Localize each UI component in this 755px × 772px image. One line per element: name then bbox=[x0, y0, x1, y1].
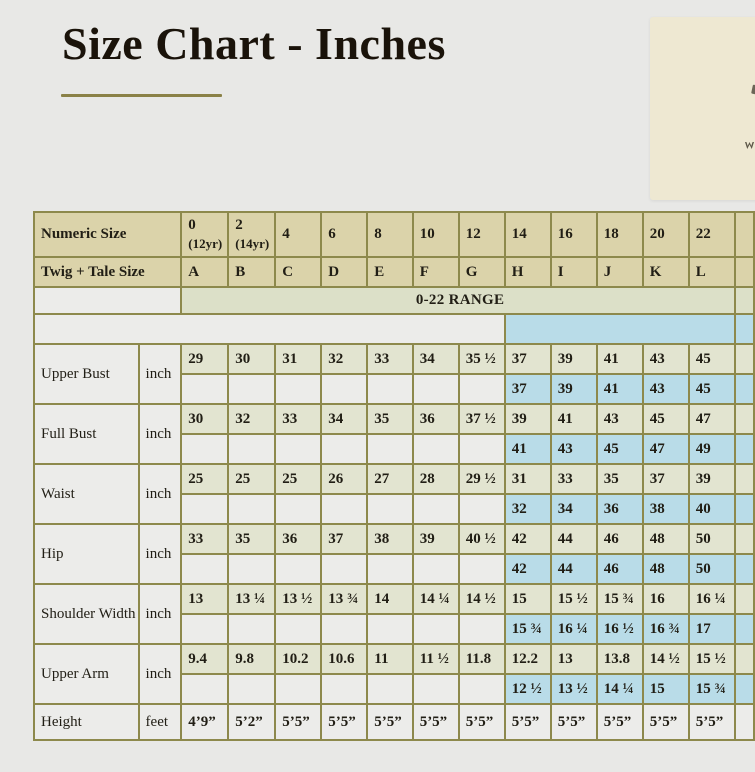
extended-range-band-row bbox=[34, 314, 754, 344]
numeric-size-cell: 2 (14yr) bbox=[228, 212, 275, 257]
extended-size-value-cell: 45 bbox=[597, 434, 643, 464]
size-value-cell: 44 bbox=[551, 524, 597, 554]
size-value-cell: 9.4 bbox=[181, 644, 228, 674]
size-value-cell: 15 ¾ bbox=[597, 584, 643, 614]
empty-cell bbox=[413, 674, 459, 704]
size-value-cell: 11 ½ bbox=[413, 644, 459, 674]
clipped-column-cell bbox=[735, 344, 754, 374]
brand-size-cell: A bbox=[181, 257, 228, 287]
size-value-cell: 39 bbox=[689, 464, 735, 494]
numeric-size-cell: 16 bbox=[551, 212, 597, 257]
numeric-size-cell: 20 bbox=[643, 212, 689, 257]
empty-cell bbox=[275, 434, 321, 464]
empty-cell bbox=[228, 554, 275, 584]
size-value-cell: 35 ½ bbox=[459, 344, 505, 374]
size-value-cell: 14 bbox=[367, 584, 412, 614]
size-value-cell: 16 bbox=[643, 584, 689, 614]
empty-cell bbox=[413, 434, 459, 464]
empty-cell bbox=[228, 494, 275, 524]
brand-size-cell: K bbox=[643, 257, 689, 287]
extended-size-value-cell: 44 bbox=[551, 554, 597, 584]
size-value-cell: 5’5” bbox=[643, 704, 689, 740]
size-value-cell: 42 bbox=[505, 524, 551, 554]
numeric-size-row bbox=[34, 212, 754, 257]
empty-cell bbox=[413, 554, 459, 584]
extended-size-value-cell: 38 bbox=[643, 494, 689, 524]
clipped-column-cell bbox=[735, 554, 754, 584]
size-value-cell: 37 bbox=[643, 464, 689, 494]
measurement-label: Waist bbox=[34, 464, 139, 524]
brand-size-cell: F bbox=[413, 257, 459, 287]
size-value-cell: 27 bbox=[367, 464, 412, 494]
extended-size-value-cell: 36 bbox=[597, 494, 643, 524]
empty-cell bbox=[321, 494, 367, 524]
empty-cell bbox=[459, 614, 505, 644]
size-value-cell: 41 bbox=[551, 404, 597, 434]
unit-label: inch bbox=[139, 584, 182, 644]
unit-label: inch bbox=[139, 644, 182, 704]
size-value-cell: 13 ¾ bbox=[321, 584, 367, 614]
numeric-size-cell: 22 bbox=[689, 212, 735, 257]
size-value-cell: 5’5” bbox=[505, 704, 551, 740]
measurement-row-height bbox=[34, 704, 754, 740]
empty-cell bbox=[459, 494, 505, 524]
brand-size-cell: D bbox=[321, 257, 367, 287]
size-value-cell: 30 bbox=[228, 344, 275, 374]
brand-size-cell: I bbox=[551, 257, 597, 287]
size-value-cell: 15 bbox=[505, 584, 551, 614]
size-value-cell: 48 bbox=[643, 524, 689, 554]
size-value-cell: 31 bbox=[505, 464, 551, 494]
extended-size-value-cell: 15 ¾ bbox=[689, 674, 735, 704]
empty-cell bbox=[275, 554, 321, 584]
empty-cell bbox=[181, 614, 228, 644]
size-value-cell: 5’5” bbox=[597, 704, 643, 740]
size-value-cell: 39 bbox=[505, 404, 551, 434]
size-value-cell: 45 bbox=[689, 344, 735, 374]
extended-size-value-cell: 42 bbox=[505, 554, 551, 584]
size-value-cell: 35 bbox=[367, 404, 412, 434]
extended-size-value-cell: 43 bbox=[643, 374, 689, 404]
size-value-cell: 29 bbox=[181, 344, 228, 374]
clipped-column-cell bbox=[735, 404, 754, 434]
extended-size-value-cell: 41 bbox=[597, 374, 643, 404]
size-value-cell: 5’5” bbox=[413, 704, 459, 740]
cutoff-text-mark bbox=[751, 85, 755, 95]
size-value-cell: 28 bbox=[413, 464, 459, 494]
empty-cell bbox=[181, 374, 228, 404]
size-value-cell: 5’2” bbox=[228, 704, 275, 740]
size-value-cell: 4’9” bbox=[181, 704, 228, 740]
size-value-cell: 33 bbox=[551, 464, 597, 494]
size-value-cell: 41 bbox=[597, 344, 643, 374]
measurement-label: Upper Arm bbox=[34, 644, 139, 704]
range-label: 0-22 RANGE bbox=[181, 287, 735, 314]
unit-label: feet bbox=[139, 704, 182, 740]
size-value-cell: 33 bbox=[275, 404, 321, 434]
size-value-cell: 30 bbox=[181, 404, 228, 434]
numeric-size-cell: 0 (12yr) bbox=[181, 212, 228, 257]
size-value-cell: 13 bbox=[551, 644, 597, 674]
size-value-cell: 13 ½ bbox=[275, 584, 321, 614]
measurement-label: Shoulder Width bbox=[34, 584, 139, 644]
extended-size-value-cell: 40 bbox=[689, 494, 735, 524]
empty-cell bbox=[181, 674, 228, 704]
extended-size-value-cell: 13 ½ bbox=[551, 674, 597, 704]
extended-size-value-cell: 49 bbox=[689, 434, 735, 464]
brand-size-row bbox=[34, 257, 754, 287]
size-value-cell: 5’5” bbox=[275, 704, 321, 740]
size-value-cell: 5’5” bbox=[321, 704, 367, 740]
empty-cell bbox=[367, 494, 412, 524]
size-value-cell: 25 bbox=[275, 464, 321, 494]
size-value-cell: 47 bbox=[689, 404, 735, 434]
empty-cell bbox=[321, 614, 367, 644]
size-value-cell: 38 bbox=[367, 524, 412, 554]
clipped-column-cell bbox=[735, 614, 754, 644]
size-value-cell: 43 bbox=[643, 344, 689, 374]
empty-cell bbox=[321, 434, 367, 464]
measurement-row-upper-arm bbox=[34, 644, 754, 674]
size-value-cell: 5’5” bbox=[551, 704, 597, 740]
extended-size-value-cell: 45 bbox=[689, 374, 735, 404]
size-value-cell: 34 bbox=[413, 344, 459, 374]
extended-size-value-cell: 15 ¾ bbox=[505, 614, 551, 644]
empty-cell bbox=[275, 374, 321, 404]
clipped-column-cell bbox=[735, 212, 754, 257]
clipped-column-cell bbox=[735, 524, 754, 554]
extended-size-value-cell: 50 bbox=[689, 554, 735, 584]
empty-cell bbox=[181, 554, 228, 584]
measurement-row-waist bbox=[34, 464, 754, 494]
unit-label: inch bbox=[139, 524, 182, 584]
numeric-size-cell: 6 bbox=[321, 212, 367, 257]
empty-cell bbox=[367, 554, 412, 584]
size-value-cell: 34 bbox=[321, 404, 367, 434]
clipped-column-cell bbox=[735, 674, 754, 704]
range-row bbox=[34, 287, 754, 314]
size-value-cell: 32 bbox=[228, 404, 275, 434]
extended-size-value-cell: 14 ¼ bbox=[597, 674, 643, 704]
size-value-cell: 10.6 bbox=[321, 644, 367, 674]
size-value-cell: 37 ½ bbox=[459, 404, 505, 434]
size-value-cell: 15 ½ bbox=[689, 644, 735, 674]
measurement-label: Upper Bust bbox=[34, 344, 139, 404]
size-value-cell: 16 ¼ bbox=[689, 584, 735, 614]
empty-cell bbox=[228, 674, 275, 704]
size-value-cell: 11.8 bbox=[459, 644, 505, 674]
extended-size-value-cell: 15 bbox=[643, 674, 689, 704]
size-value-cell: 25 bbox=[228, 464, 275, 494]
measurement-row-upper-bust bbox=[34, 344, 754, 374]
empty-cell bbox=[321, 674, 367, 704]
empty-cell bbox=[228, 434, 275, 464]
size-value-cell: 13 ¼ bbox=[228, 584, 275, 614]
unit-label: inch bbox=[139, 404, 182, 464]
brand-size-cell: G bbox=[459, 257, 505, 287]
clipped-column-cell bbox=[735, 494, 754, 524]
extended-size-value-cell: 17 bbox=[689, 614, 735, 644]
extended-size-value-cell: 41 bbox=[505, 434, 551, 464]
extended-size-value-cell: 43 bbox=[551, 434, 597, 464]
clipped-column-cell bbox=[735, 464, 754, 494]
brand-size-cell: J bbox=[597, 257, 643, 287]
brand-size-cell: E bbox=[367, 257, 412, 287]
size-value-cell: 15 ½ bbox=[551, 584, 597, 614]
size-value-cell: 36 bbox=[275, 524, 321, 554]
numeric-size-cell: 10 bbox=[413, 212, 459, 257]
numeric-size-cell: 18 bbox=[597, 212, 643, 257]
size-value-cell: 25 bbox=[181, 464, 228, 494]
size-value-cell: 10.2 bbox=[275, 644, 321, 674]
extended-range-band bbox=[505, 314, 735, 344]
extended-size-value-cell: 16 ¼ bbox=[551, 614, 597, 644]
size-value-cell: 5’5” bbox=[367, 704, 412, 740]
size-value-cell: 31 bbox=[275, 344, 321, 374]
extended-size-value-cell: 34 bbox=[551, 494, 597, 524]
empty-cell bbox=[34, 314, 505, 344]
size-value-cell: 29 ½ bbox=[459, 464, 505, 494]
empty-cell bbox=[459, 674, 505, 704]
size-value-cell: 50 bbox=[689, 524, 735, 554]
empty-cell bbox=[181, 494, 228, 524]
clipped-column-cell bbox=[735, 374, 754, 404]
size-value-cell: 26 bbox=[321, 464, 367, 494]
brand-size-cell: H bbox=[505, 257, 551, 287]
size-value-cell: 36 bbox=[413, 404, 459, 434]
clipped-column-cell bbox=[735, 584, 754, 614]
pattern-card bbox=[650, 17, 755, 200]
extended-size-value-cell: 37 bbox=[505, 374, 551, 404]
size-value-cell: 35 bbox=[597, 464, 643, 494]
clipped-column-cell bbox=[735, 704, 754, 740]
size-value-cell: 13 bbox=[181, 584, 228, 614]
empty-cell bbox=[459, 374, 505, 404]
empty-cell bbox=[228, 614, 275, 644]
size-value-cell: 9.8 bbox=[228, 644, 275, 674]
page-title: Size Chart - Inches bbox=[62, 18, 446, 69]
measurement-row-hip bbox=[34, 524, 754, 554]
numeric-size-cell: 12 bbox=[459, 212, 505, 257]
size-value-cell: 5’5” bbox=[689, 704, 735, 740]
empty-cell bbox=[228, 374, 275, 404]
numeric-size-label: Numeric Size bbox=[34, 212, 181, 257]
size-value-cell: 37 bbox=[321, 524, 367, 554]
extended-size-value-cell: 47 bbox=[643, 434, 689, 464]
empty-cell bbox=[459, 434, 505, 464]
clipped-column-cell bbox=[735, 434, 754, 464]
measurement-row-full-bust bbox=[34, 404, 754, 434]
empty-cell bbox=[321, 554, 367, 584]
empty-cell bbox=[275, 614, 321, 644]
size-value-cell: 37 bbox=[505, 344, 551, 374]
size-value-cell: 14 ½ bbox=[643, 644, 689, 674]
empty-cell bbox=[367, 374, 412, 404]
measurement-label: Height bbox=[34, 704, 139, 740]
empty-cell bbox=[367, 674, 412, 704]
size-value-cell: 35 bbox=[228, 524, 275, 554]
size-value-cell: 33 bbox=[367, 344, 412, 374]
size-value-cell: 45 bbox=[643, 404, 689, 434]
empty-cell bbox=[413, 494, 459, 524]
size-value-cell: 13.8 bbox=[597, 644, 643, 674]
extended-size-value-cell: 12 ½ bbox=[505, 674, 551, 704]
extended-size-value-cell: 46 bbox=[597, 554, 643, 584]
numeric-size-cell: 14 bbox=[505, 212, 551, 257]
numeric-size-cell: 8 bbox=[367, 212, 412, 257]
size-value-cell: 14 ½ bbox=[459, 584, 505, 614]
extended-size-value-cell: 16 ¾ bbox=[643, 614, 689, 644]
size-value-cell: 39 bbox=[551, 344, 597, 374]
empty-cell bbox=[413, 374, 459, 404]
measurement-label: Full Bust bbox=[34, 404, 139, 464]
empty-cell bbox=[275, 494, 321, 524]
empty-cell bbox=[367, 434, 412, 464]
extended-size-value-cell: 39 bbox=[551, 374, 597, 404]
extended-size-value-cell: 32 bbox=[505, 494, 551, 524]
cutoff-text-mark bbox=[745, 142, 754, 149]
clipped-column-cell bbox=[735, 644, 754, 674]
size-value-cell: 32 bbox=[321, 344, 367, 374]
brand-size-cell: C bbox=[275, 257, 321, 287]
clipped-column-cell bbox=[735, 257, 754, 287]
clipped-column-cell bbox=[735, 287, 754, 314]
size-value-cell: 33 bbox=[181, 524, 228, 554]
empty-cell bbox=[34, 287, 181, 314]
measurement-row-shoulder-width bbox=[34, 584, 754, 614]
empty-cell bbox=[367, 614, 412, 644]
size-value-cell: 12.2 bbox=[505, 644, 551, 674]
size-value-cell: 46 bbox=[597, 524, 643, 554]
empty-cell bbox=[413, 614, 459, 644]
numeric-size-cell: 4 bbox=[275, 212, 321, 257]
clipped-column-cell bbox=[735, 314, 754, 344]
size-chart-table bbox=[33, 211, 755, 741]
size-value-cell: 43 bbox=[597, 404, 643, 434]
brand-size-cell: L bbox=[689, 257, 735, 287]
brand-size-label: Twig + Tale Size bbox=[34, 257, 181, 287]
unit-label: inch bbox=[139, 344, 182, 404]
empty-cell bbox=[321, 374, 367, 404]
size-value-cell: 5’5” bbox=[459, 704, 505, 740]
brand-size-cell: B bbox=[228, 257, 275, 287]
extended-size-value-cell: 48 bbox=[643, 554, 689, 584]
extended-size-value-cell: 16 ½ bbox=[597, 614, 643, 644]
size-value-cell: 14 ¼ bbox=[413, 584, 459, 614]
title-underline bbox=[61, 94, 222, 97]
size-value-cell: 39 bbox=[413, 524, 459, 554]
empty-cell bbox=[459, 554, 505, 584]
size-value-cell: 40 ½ bbox=[459, 524, 505, 554]
empty-cell bbox=[181, 434, 228, 464]
measurement-label: Hip bbox=[34, 524, 139, 584]
size-value-cell: 11 bbox=[367, 644, 412, 674]
empty-cell bbox=[275, 674, 321, 704]
unit-label: inch bbox=[139, 464, 182, 524]
